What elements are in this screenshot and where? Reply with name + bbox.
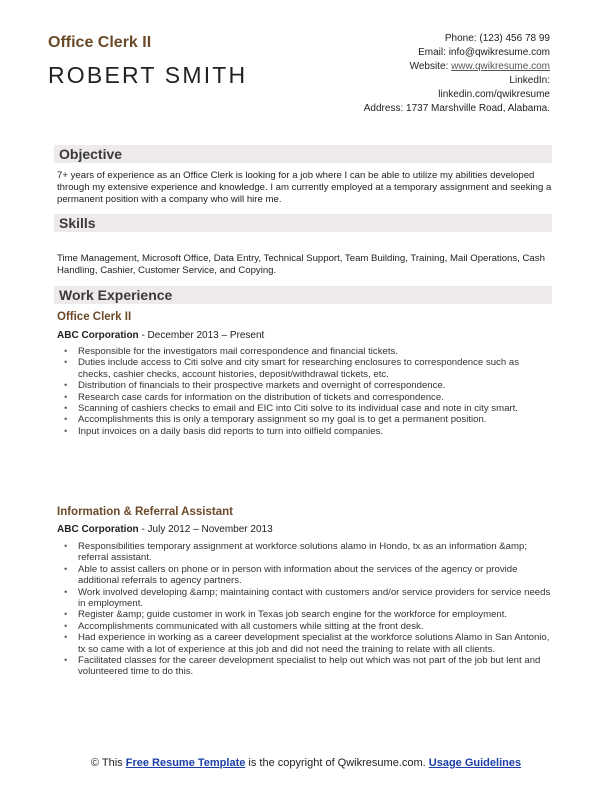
linkedin-label: LinkedIn:: [509, 75, 550, 86]
skills-title: Skills: [59, 215, 96, 231]
job-title-1: Office Clerk II: [57, 311, 132, 323]
skills-section-header: [54, 214, 552, 232]
candidate-name: ROBERT SMITH: [48, 62, 248, 88]
contact-block: [330, 32, 550, 116]
phone-line: [330, 32, 550, 46]
list-item: • Had experience in working as a career development specialist at the workforce solutions Alamo in San Antonio, tx so came with a lot of experience at this job and did not need the training to relate with all clients.: [64, 632, 552, 655]
list-item: • Distribution of financials to their prospective markets and overnight of correspondence.: [64, 380, 552, 391]
company-name-2: ABC Corporation: [57, 524, 139, 535]
job-1-bullets: [64, 346, 552, 437]
address-label: Address:: [363, 103, 404, 114]
usage-guidelines-link[interactable]: Usage Guidelines: [428, 757, 522, 769]
list-item: • Accomplishments this is only a temporary assignment so my goal is to get a permanent position.: [64, 414, 552, 425]
list-item: • Work involved developing &amp; maintaining contact with customers and/or service providers for service needs in employment.: [64, 587, 552, 610]
website-line: [330, 60, 550, 74]
job-dates-1: - December 2013 – Present: [138, 330, 265, 341]
list-item: • Able to assist callers on phone or in person with information about the services of the agency or provide additional referrals to agency partners.: [64, 564, 552, 587]
objective-title: Objective: [59, 146, 123, 162]
list-item: • Responsible for the investigators mail correspondence and financial tickets.: [64, 346, 552, 357]
free-resume-template-link[interactable]: Free Resume Template: [125, 757, 246, 769]
footer-prefix: © This: [90, 757, 126, 769]
footer-middle: is the copyright of Qwikresume.com.: [245, 757, 429, 769]
email-line: [330, 46, 550, 60]
objective-text: 7+ years of experience as an Office Clerk is looking for a job where I can be able to utilize my abilities developed through my extensive experience and knowledge. I am currently employed at a temporary assignment and seeking a permanent position with a company who will hire me.: [57, 170, 552, 205]
resume-header: [0, 0, 612, 140]
website-link[interactable]: www.qwikresume.com: [451, 61, 550, 72]
list-item: • Duties include access to Citi solve and city smart for researching enclosures to correspondence such as checks, cashier checks, account histories, deposit/withdrawal tickets, etc.: [64, 357, 552, 380]
email-value[interactable]: info@qwikresume.com: [448, 47, 550, 58]
list-item: • Input invoices on a daily basis did reports to turn into oilfield companies.: [64, 426, 552, 437]
experience-title: Work Experience: [59, 287, 173, 303]
job-2-bullets: [64, 541, 552, 678]
linkedin-value[interactable]: linkedin.com/qwikresume: [438, 89, 550, 100]
list-item: • Responsibilities temporary assignment at workforce solutions alamo in Hondo, tx as an information &amp; referral assistant.: [64, 541, 552, 564]
address-line: [330, 102, 550, 116]
objective-section-header: [54, 145, 552, 163]
list-item: • Research case cards for information on the distribution of tickets and correspondence.: [64, 392, 552, 403]
company-line-2: [57, 524, 273, 535]
company-line-1: [57, 330, 264, 341]
skills-text: Time Management, Microsoft Office, Data Entry, Technical Support, Team Building, Training, Mail Operations, Cash Handling, Cashier, Customer Service, and Copying.: [57, 253, 545, 276]
address-value: 1737 Marshville Road, Alabama.: [406, 103, 550, 114]
email-label: Email:: [418, 47, 446, 58]
copyright-footer: [0, 757, 612, 770]
phone-label: Phone:: [444, 33, 477, 44]
experience-section-header: [54, 286, 552, 304]
website-label: Website:: [409, 61, 449, 72]
job-title-2: Information & Referral Assistant: [57, 506, 233, 518]
job-dates-2: - July 2012 – November 2013: [138, 524, 273, 535]
job-title: Office Clerk II: [48, 34, 152, 51]
company-name-1: ABC Corporation: [57, 330, 139, 341]
list-item: • Scanning of cashiers checks to email and EIC into Citi solve to its individual case and note in city smart.: [64, 403, 552, 414]
list-item: • Register &amp; guide customer in work in Texas job search engine for the workforce for employment.: [64, 609, 552, 620]
phone-value: (123) 456 78 99: [479, 33, 550, 44]
list-item: • Facilitated classes for the career development specialist to help out which was not part of the job but lent and volunteered time to do this.: [64, 655, 552, 678]
list-item: • Accomplishments communicated with all customers while sitting at the front desk.: [64, 621, 552, 632]
